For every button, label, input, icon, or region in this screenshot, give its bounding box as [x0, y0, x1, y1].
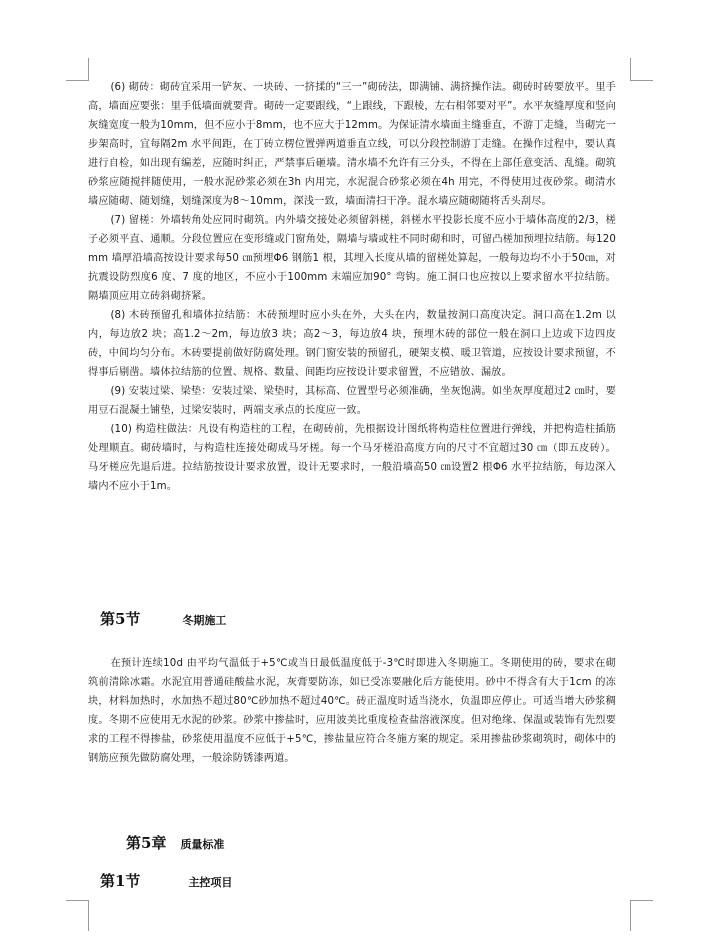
section-title: 主控项目: [188, 876, 233, 889]
section-number: 第1节: [100, 872, 141, 890]
paragraph-structural-columns: (10) 构造柱做法：凡设有构造柱的工程，在砌砖前，先根据设计图纸将构造柱位置进行弹线，并把构造柱插筋处理顺直。砌砖墙时，与构造柱连接处砌成马牙槎。每一个马牙槎沿高度方向的尺寸不宜超过30 ㎝（即五皮砖）。马牙槎应先退后进。拉结筋按设计要求放置，设计无要求时，一般沿墙高50 ㎝设置2 根Φ6 水平拉结筋，每边深入墙内不应小于1m。: [88, 424, 616, 492]
chapter-heading-quality-standards: [126, 832, 224, 853]
section-heading-winter-construction: [100, 608, 226, 629]
crop-mark-bottom-right: [630, 900, 653, 931]
crop-mark-top-left: [66, 58, 89, 81]
paragraph-wood-bricks: (8) 木砖预留孔和墙体拉结筋：木砖预埋时应小头在外，大头在内，数量按洞口高度决定。洞口高在1.2m 以内，每边放2 块；高1.2～2m，每边放3 块；高2～3，每边放4 块，预埋木砖的部位一般在洞口上边或下边四皮砖，中间均匀分布。木砖要提前做好防腐处理。钢门窗安装的预留孔，硬架支模、暖卫管道，应按设计要求预留，不得事后剔凿。墙体拉结筋的位置、规格、数量、间距均应按设计要求留置，不应错放、漏放。: [88, 310, 616, 378]
paragraph-toothing: (7) 留槎：外墙转角处应同时砌筑。内外墙交接处必须留斜槎，斜槎水平投影长度不应小于墙体高度的2/3，槎子必须平直、通顺。分段位置应在变形缝或门窗角处，隔墙与墙或柱不同时砌和时，可留凸槎加预埋拉结筋。每120mm 墙厚沿墙高按设计要求每50 ㎝预埋Φ6 钢筋1 根，其埋入长度从墙的留槎处算起，一般每边均不小于50㎝，对抗震设防烈度6 度、7 度的地区，不应小于100mm 末端应加90° 弯钩。施工洞口也应按以上要求留水平拉结筋。隔墙顶应用立砖斜砌挤紧。: [88, 215, 616, 302]
crop-mark-bottom-left: [66, 900, 89, 931]
section-title: 冬期施工: [182, 614, 227, 627]
body-text-top: [88, 78, 616, 496]
chapter-number: 第5章: [126, 834, 167, 852]
chapter-title: 质量标准: [180, 838, 225, 851]
paragraph-lintels: (9) 安装过梁、梁垫：安装过梁、梁垫时，其标高、位置型号必须准确，坐灰饱满。如坐灰厚度超过2 ㎝时，要用豆石混凝土铺垫，过梁安装时，两端支承点的长度应一致。: [88, 386, 616, 416]
crop-mark-top-right: [630, 58, 653, 81]
body-text-bottom: [88, 654, 616, 768]
paragraph-winter-construction: 在预计连续10d 由平均气温低于+5℃或当日最低温度低于-3℃时即进入冬期施工。冬期使用的砖，要求在砌筑前清除冰霜。水泥宜用普通硅酸盐水泥，灰膏要防冻，如已受冻要融化后方能使用。砂中不得含有大于1cm 的冻块，材料加热时，水加热不超过80℃砂加热不超过40℃。砖正温度时适当浇水，负温即应停止。可适当增大砂浆稠度。冬期不应使用无水泥的砂浆。砂浆中掺盐时，应用波美比重度检查盐溶液深度。但对绝缘、保温或装饰有先烈要求的工程不得掺盐，砂浆使用温度不应低于+5℃，掺盐量应符合冬施方案的规定。采用掺盐砂浆砌筑时，砌体中的钢筋应预先做防腐处理，一般涂防锈漆两道。: [88, 658, 616, 764]
section-number: 第5节: [100, 610, 141, 628]
paragraph-bricklaying: (6) 砌砖：砌砖宜采用一铲灰、一块砖、一挤揉的“三一”砌砖法，即满铺、满挤操作法。砌砖时砖要放平。里手高，墙面应要张：里手低墙面就要背。砌砖一定要跟线，“上跟线，下跟棱，左右相邻要对平”。水平灰缝厚度和竖向灰缝宽度一般为10mm，但不应小于8mm，也不应大于12mm。为保证清水墙面主缝垂直，不游丁走缝，当砌完一步架高时，宜每隔2m 水平间距，在丁砖立楞位置弹两道垂直立线，可以分段控制游丁走缝。在操作过程中，要认真进行自检，如出现有编差，应随时纠正，严禁事后砸墙。清水墙不允许有三分头，不得在上部任意变活、乱缝。砌筑砂浆应随搅拌随使用，一般水泥砂浆必须在3h 内用完，水泥混合砂浆必须在4h 用完，不得使用过夜砂浆。砌清水墙应随砌、随划缝，划缝深度为8～10mm，深浅一致，墙面清扫干净。混水墙应随砌随将舌头刮尽。: [88, 82, 616, 207]
section-heading-main-control-items: [100, 870, 232, 891]
